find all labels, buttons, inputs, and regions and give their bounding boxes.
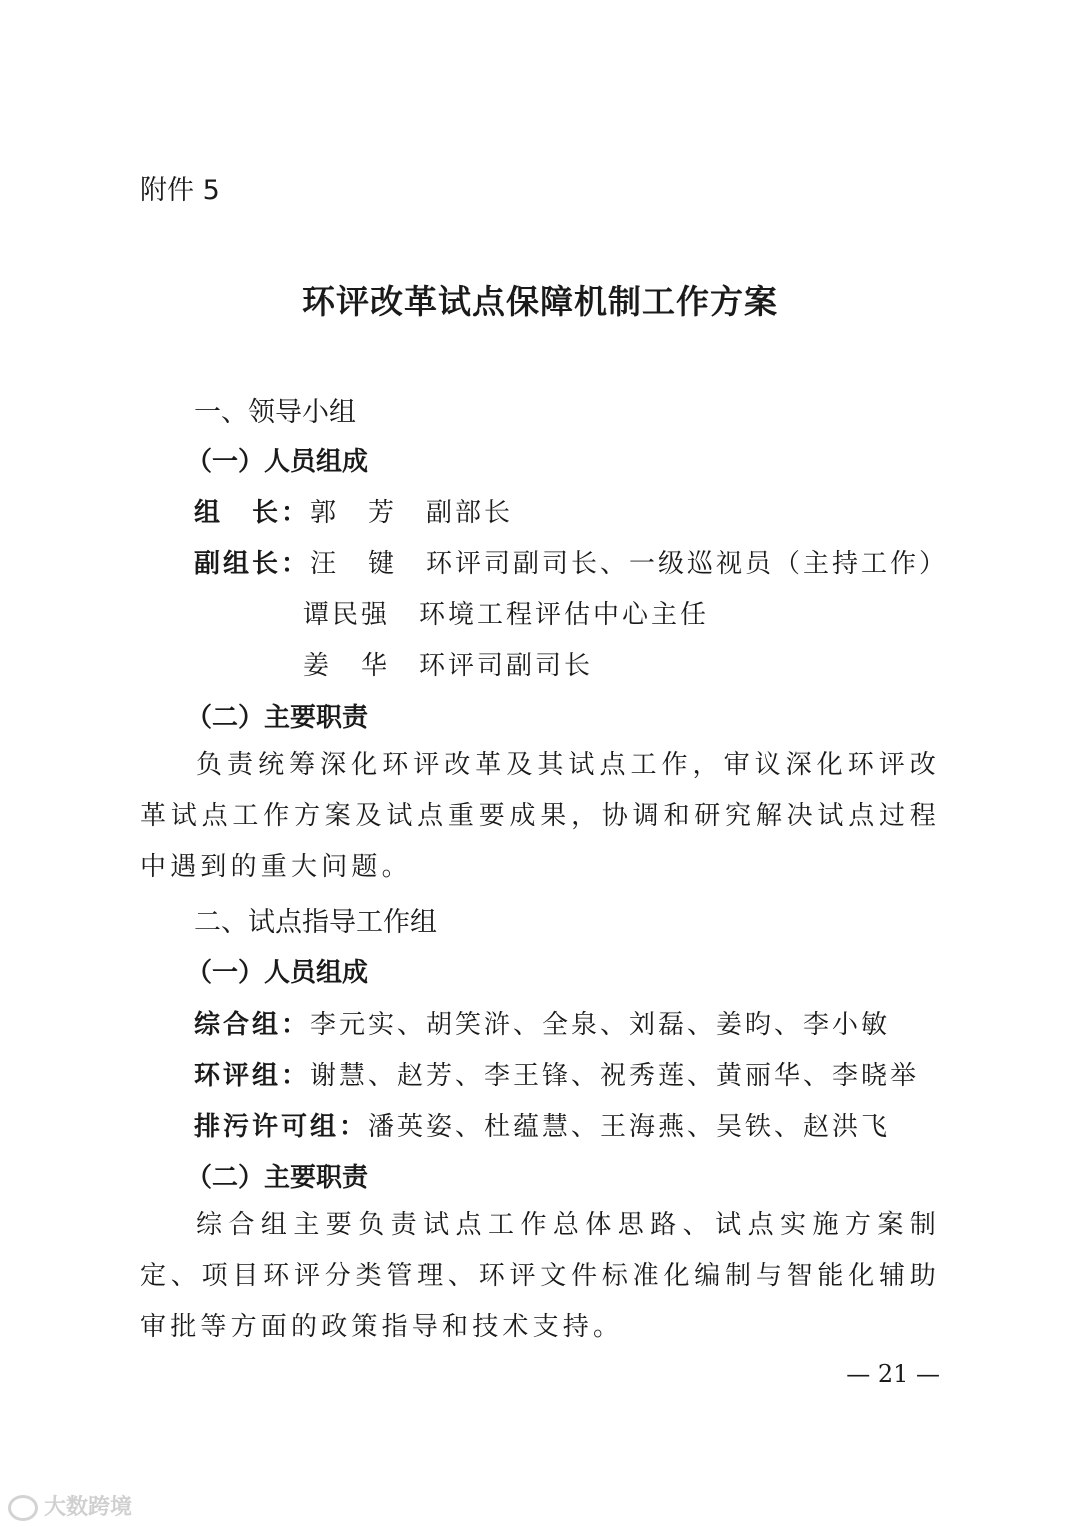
leader-label: 组 长： xyxy=(194,498,311,528)
group-members: 谢慧、赵芳、李王锋、祝秀莲、黄丽华、李晓举 xyxy=(310,1061,920,1091)
leader-row xyxy=(194,492,513,529)
subheading-composition: （一）人员组成 xyxy=(186,447,369,477)
group-row xyxy=(194,1055,919,1092)
subheading-duties: （二）主要职责 xyxy=(186,1163,369,1193)
watermark-text: 大数跨境 xyxy=(44,1495,133,1520)
leader-name: 郭 芳 副部长 xyxy=(310,498,514,528)
section-heading-pilot-group: 二、试点指导工作组 xyxy=(194,907,437,938)
group-row xyxy=(194,1106,890,1143)
subheading-duties: （二）主要职责 xyxy=(186,703,369,733)
deputy-name: 汪 键 环评司副司长、一级巡视员（主持工作） xyxy=(310,549,949,579)
duty-paragraph: 负责统筹深化环评改革及其试点工作，审议深化环评改革试点工作方案及试点重要成果，协调和研究解决试点过程中遇到的重大问题。 xyxy=(140,750,940,882)
attachment-label: 附件 5 xyxy=(140,175,220,206)
group-label: 排污许可组： xyxy=(194,1112,369,1142)
page-number: — 21 — xyxy=(846,1360,940,1388)
deputy-row: 姜 华 环评司副司长 xyxy=(303,651,594,681)
deputy-row: 谭民强 环境工程评估中心主任 xyxy=(303,600,710,630)
group-members: 李元实、胡笑浒、全泉、刘磊、姜昀、李小敏 xyxy=(310,1010,891,1040)
watermark-logo-icon xyxy=(8,1495,38,1521)
deputy-label: 副组长： xyxy=(194,549,311,579)
watermark xyxy=(8,1490,132,1521)
document-title: 环评改革试点保障机制工作方案 xyxy=(302,282,778,321)
group-members: 潘英姿、杜蕴慧、王海燕、吴铁、赵洪飞 xyxy=(368,1112,891,1142)
group-label: 环评组： xyxy=(194,1061,311,1091)
subheading-composition: （一）人员组成 xyxy=(186,958,369,988)
deputy-row xyxy=(194,543,948,580)
group-row xyxy=(194,1004,890,1041)
group-label: 综合组： xyxy=(194,1010,311,1040)
section-heading-leadership: 一、领导小组 xyxy=(194,397,356,428)
duty-paragraph: 综合组主要负责试点工作总体思路、试点实施方案制定、项目环评分类管理、环评文件标准化编制与智能化辅助审批等方面的政策指导和技术支持。 xyxy=(140,1210,940,1342)
